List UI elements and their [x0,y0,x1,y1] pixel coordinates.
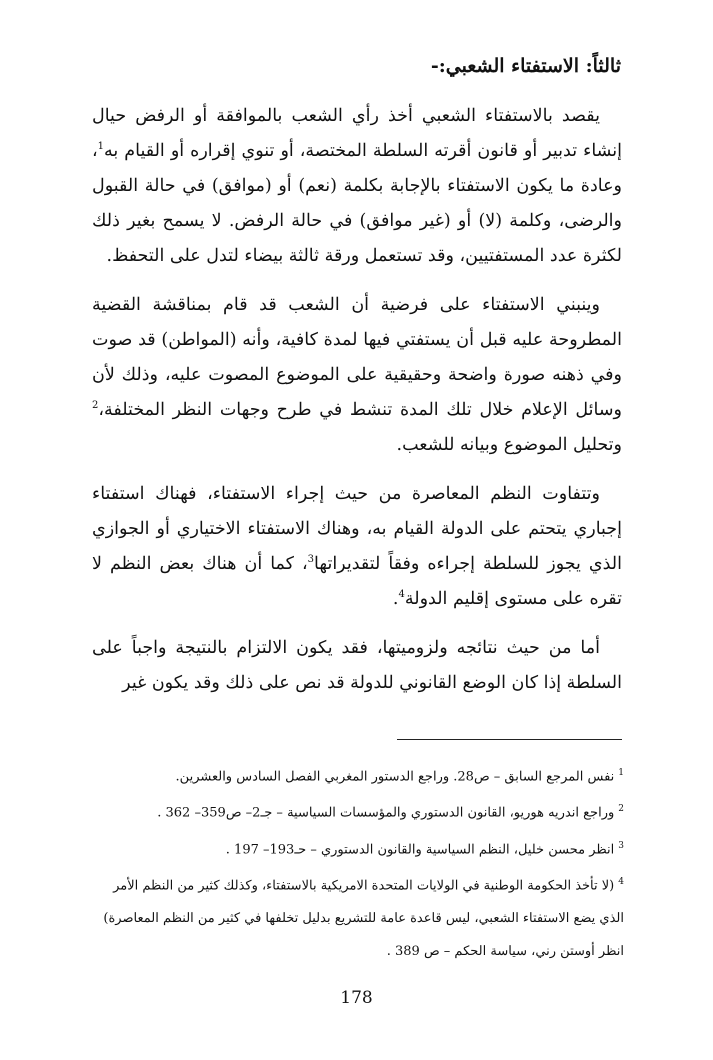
footnote-text: انظر محسن خليل، النظم السياسية والقانون الدستوري – حـ193– 197 . [225,841,615,857]
footnote-number: 2 [618,804,624,815]
footnote-ref: 4 [398,589,405,601]
footnote [88,757,624,793]
footnote-divider [397,739,622,740]
footnote [88,793,624,829]
page-number: 178 [340,988,373,1008]
footnotes [88,757,624,968]
footnote-number: 1 [618,768,624,778]
footnote [88,866,624,968]
footnote-number: 3 [618,840,624,851]
footnote-ref: 3 [307,554,315,566]
paragraph: وينبني الاستفتاء على فرضية أن الشعب قد قام بمناقشة القضية المطروحة عليه قبل أن يستفتي فيها لمدة كافية، وأنه (المواطن) قد صوت وفي ذهنه صورة واضحة وحقيقية على الموضوع المصوت عليه، وذلك لأن وسائل الإعلام خلال تلك المدة تنشط في طرح وجهات النظر المختلفة،$^2$ وتحليل الموضوع وبيانه للشعب. [92,295,622,455]
footnote-ref: 1 [97,141,105,153]
footnote-text: (لا تأخذ الحكومة الوطنية في الولايات المتحدة الامريكية بالاستفتاء، وكذلك كثير من النظم الأمر الذي يضع الاستفتاء الشعبي، ليس قاعدة عامة للتشريع بدليل تخلفها في كثير من النظم المعاصرة) انظر أوستن رني، سياسة الحكم – ص 389 . [103,878,624,960]
section-heading: ثالثاً: الاستفتاء الشعبي:- [430,55,621,77]
footnote-text: وراجع اندريه هوريو، القانون الدستوري والمؤسسات السياسية – جـ2– ص359– 362 . [157,805,615,821]
paragraph: وتتفاوت النظم المعاصرة من حيث إجراء الاستفتاء، فهناك استفتاء إجباري يتحتم على الدولة القيام به، وهناك الاستفتاء الاختياري أو الجوازي الذي يجوز للسلطة إجراءه وفقاً لتقديراتها$^3$، كما أن هناك بعض النظم لا تقره على مستوى إقليم الدولة$^4$. [92,484,622,609]
footnote-text: نفس المرجع السابق – ص28. وراجع الدستور المغربي الفصل السادس والعشرين. [175,769,615,785]
paragraph: أما من حيث نتائجه ولزوميتها، فقد يكون الالتزام بالنتيجة واجباً على السلطة إذا كان الوضع القانوني للدولة قد نص على ذلك وقد يكون غير [92,638,622,693]
body-text [92,99,622,715]
footnote-ref: 2 [92,400,99,412]
footnote-number: 4 [618,876,624,887]
footnote [88,830,624,866]
paragraph: يقصد بالاستفتاء الشعبي أخذ رأي الشعب بالموافقة أو الرفض حيال إنشاء تدبير أو قانون أقرته السلطة المختصة، أو تنوي إقراره أو القيام به$^1$، وعادة ما يكون الاستفتاء بالإجابة بكلمة (نعم) أو (موافق) في حالة القبول والرضى، وكلمة (لا) أو (غير موافق) في حالة الرفض. لا يسمح بغير ذلك لكثرة عدد المستفتيين، وقد تستعمل ورقة ثالثة بيضاء لتدل على التحفظ. [92,106,622,266]
